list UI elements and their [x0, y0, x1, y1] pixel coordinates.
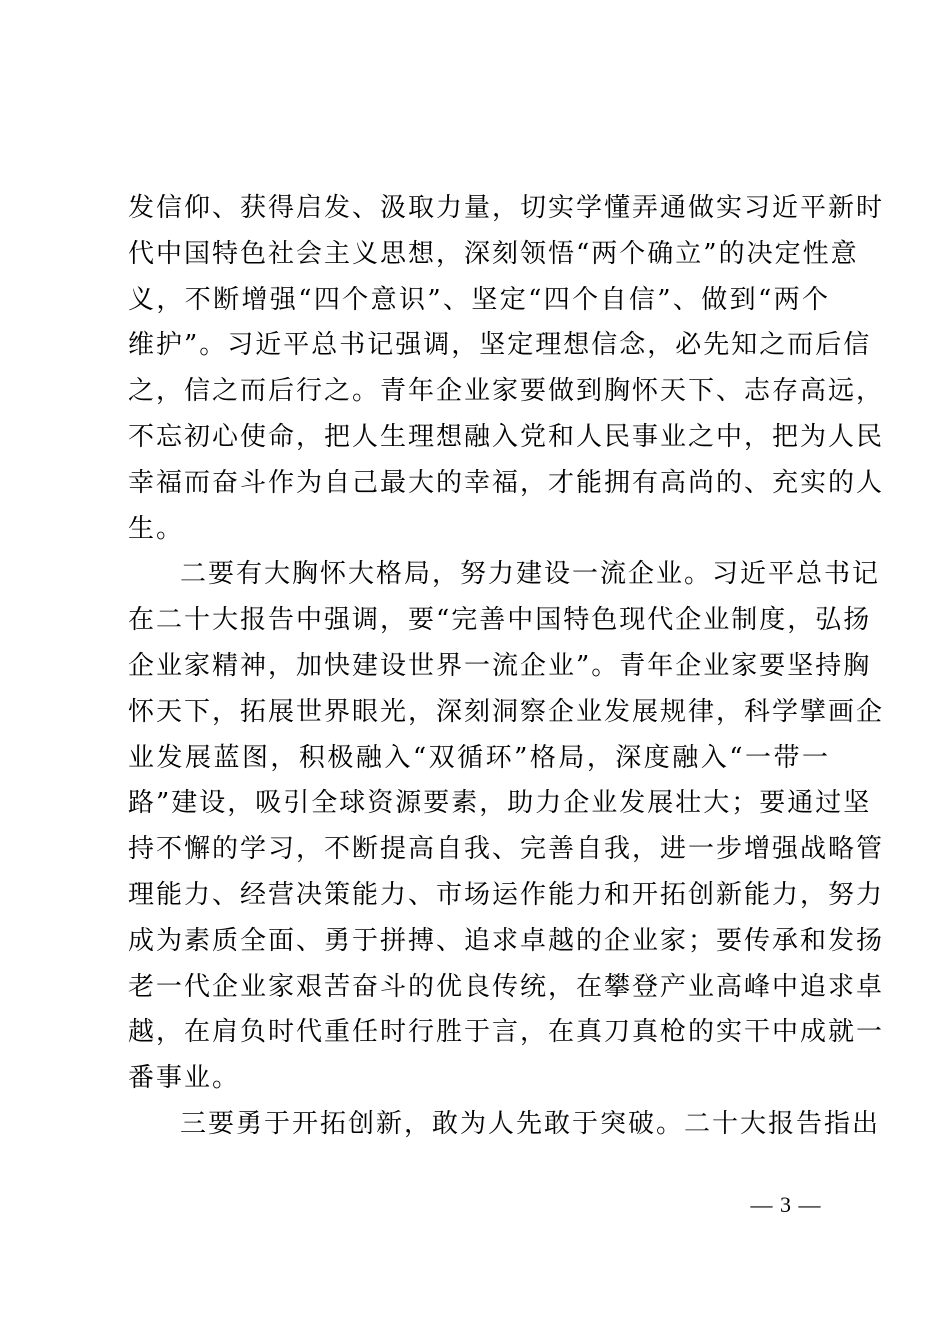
page-number: — 3 —	[750, 1192, 822, 1217]
text-line: 在二十大报告中强调，要“完善中国特色现代企业制度，弘扬	[128, 605, 872, 636]
text-line: 生。	[128, 513, 185, 544]
text-line: 代中国特色社会主义思想，深刻领悟“两个确立”的决定性意	[128, 238, 859, 269]
text-line: 成为素质全面、勇于拼搏、追求卓越的企业家；要传承和发扬	[128, 925, 885, 956]
text-line: 幸福而奋斗作为自己最大的幸福，才能拥有高尚的、充实的人	[128, 467, 885, 498]
text-line: 不忘初心使命，把人生理想融入党和人民事业之中，把为人民	[128, 421, 885, 452]
text-line: 老一代企业家艰苦奋斗的优良传统，在攀登产业高峰中追求卓	[128, 971, 885, 1002]
text-line: 企业家精神，加快建设世界一流企业”。青年企业家要坚持胸	[128, 650, 872, 681]
paragraph-3	[128, 1102, 881, 1148]
text-line: 维护”。习近平总书记强调，坚定理想信念，必先知之而后信	[128, 330, 872, 361]
text-line: 业发展蓝图，积极融入“双循环”格局，深度融入“一带一	[128, 742, 830, 773]
paragraph-2	[128, 552, 885, 1102]
text-line: 义，不断增强“四个意识”、坚定“四个自信”、做到“两个	[128, 284, 830, 315]
paragraph-1	[128, 186, 885, 552]
text-line: 二要有大胸怀大格局，努力建设一流企业。习近平总书记	[180, 559, 881, 590]
text-line: 路”建设，吸引全球资源要素，助力企业发展壮大；要通过坚	[128, 788, 872, 819]
text-line: 发信仰、获得启发、汲取力量，切实学懂弄通做实习近平新时	[128, 193, 885, 223]
text-line: 三要勇于开拓创新，敢为人先敢于突破。二十大报告指出	[180, 1108, 881, 1139]
text-line: 越，在肩负时代重任时行胜于言，在真刀真枪的实干中成就一	[128, 1017, 885, 1048]
text-line: 番事业。	[128, 1063, 241, 1094]
text-line: 怀天下，拓展世界眼光，深刻洞察企业发展规律，科学擘画企	[128, 696, 885, 727]
text-line: 之，信之而后行之。青年企业家要做到胸怀天下、志存高远，	[128, 376, 885, 407]
text-line: 持不懈的学习，不断提高自我、完善自我，进一步增强战略管	[128, 834, 885, 865]
body-text	[128, 186, 885, 1148]
text-line: 理能力、经营决策能力、市场运作能力和开拓创新能力，努力	[128, 879, 885, 910]
